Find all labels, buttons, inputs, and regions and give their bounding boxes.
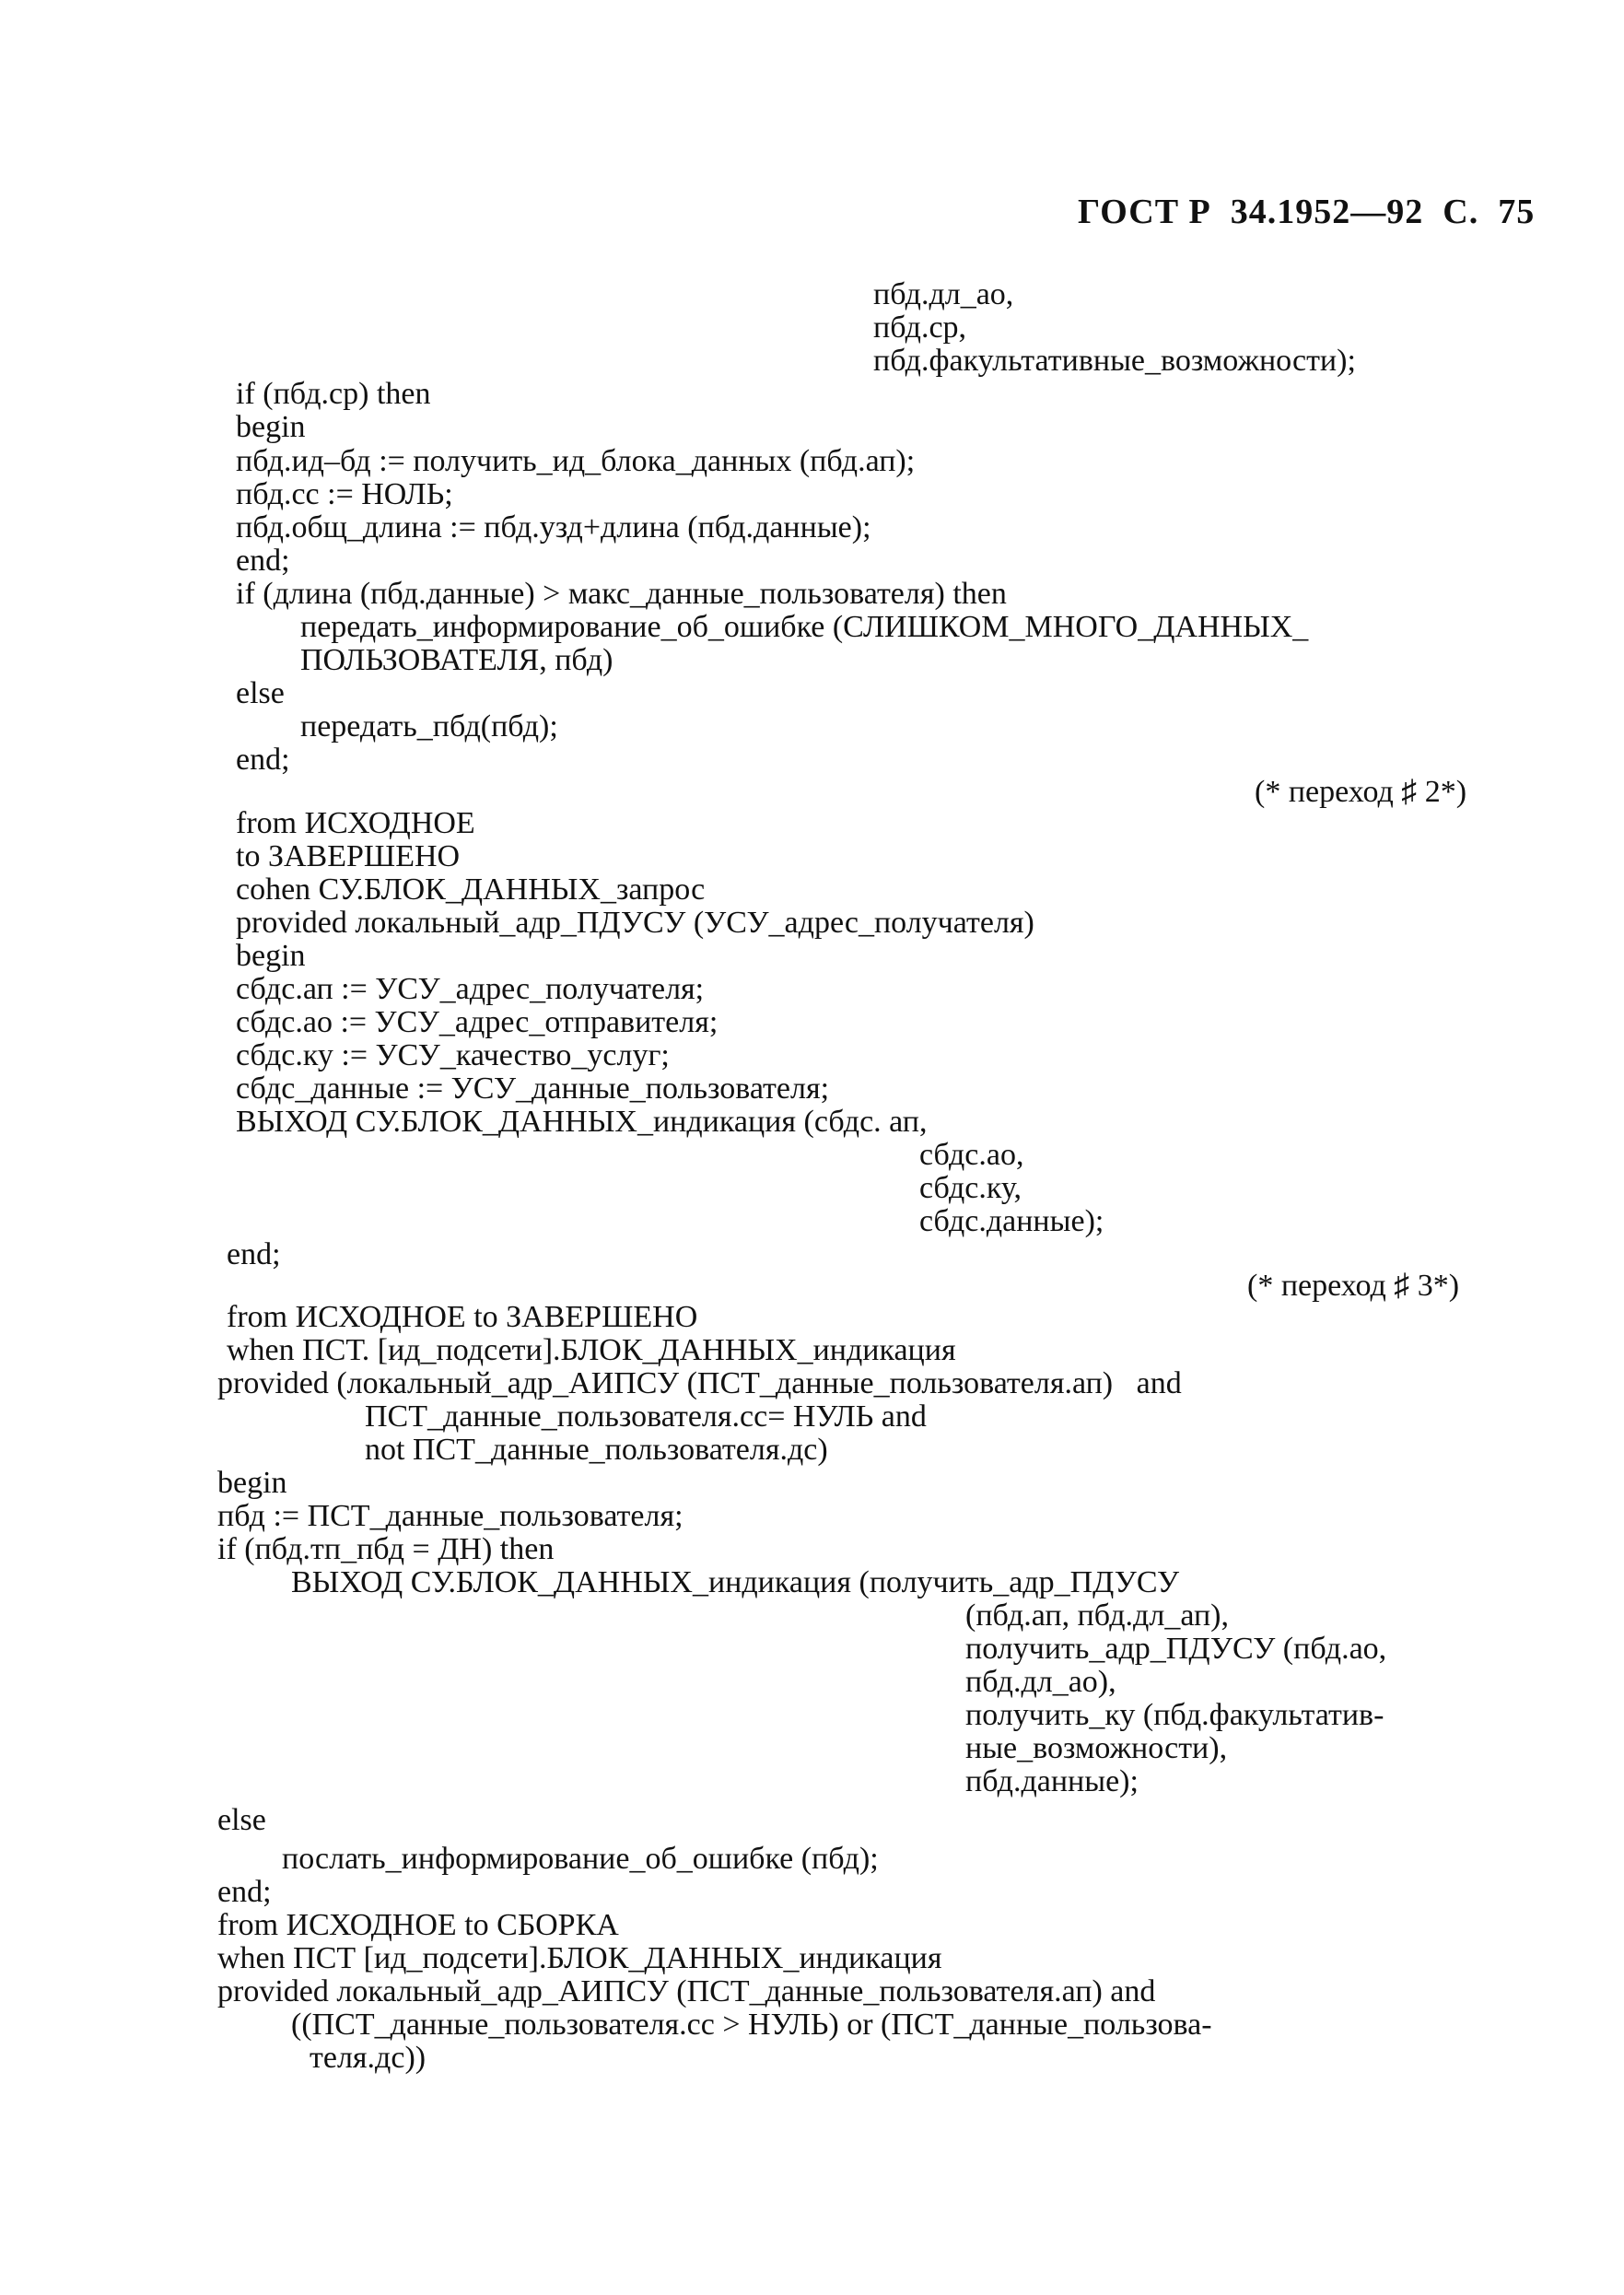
code-line: пбд.общ_длина := пбд.узд+длина (пбд.данные);: [236, 510, 871, 544]
code-line: сбдс.ао := УСУ_адрес_отправителя;: [236, 1005, 719, 1039]
code-line: пбд.данные);: [965, 1764, 1139, 1798]
code-line: to ЗАВЕРШЕНО: [236, 839, 461, 873]
code-line: if (пбд.ср) then: [236, 377, 431, 411]
code-line: передать_информирование_об_ошибке (СЛИШКОМ_МНОГО_ДАННЫХ_: [300, 610, 1309, 644]
code-line: end;: [217, 1875, 272, 1909]
code-line: provided (локальный_адр_АИПСУ (ПСТ_данные_пользователя.ап) and: [217, 1366, 1182, 1400]
code-line: сбдс_данные := УСУ_данные_пользователя;: [236, 1071, 830, 1106]
code-line: (* переход ♯ 3*): [1247, 1269, 1460, 1303]
code-line: if (длина (пбд.данные) > макс_данные_пользователя) then: [236, 577, 1007, 611]
code-line: begin: [236, 410, 306, 444]
code-line: пбд := ПСТ_данные_пользователя;: [217, 1499, 683, 1533]
code-line: ПСТ_данные_пользователя.сс= НУЛЬ and: [365, 1399, 927, 1434]
code-line: ВЫХОД СУ.БЛОК_ДАННЫХ_индикация (сбдс. ап,: [236, 1105, 928, 1139]
code-line: получить_адр_ПДУСУ (пбд.ао,: [965, 1632, 1387, 1666]
code-line: else: [217, 1803, 266, 1837]
code-line: сбдс.ап := УСУ_адрес_получателя;: [236, 972, 705, 1006]
code-line: provided локальный_адр_АИПСУ (ПСТ_данные_пользователя.ап) and: [217, 1974, 1156, 2008]
code-line: from ИСХОДНОЕ to ЗАВЕРШЕНО: [227, 1300, 698, 1334]
code-line: when ПСТ [ид_подсети].БЛОК_ДАННЫХ_индикация: [217, 1941, 942, 1975]
code-line: (* переход ♯ 2*): [1255, 775, 1467, 809]
code-line: сбдс.ку,: [919, 1171, 1022, 1205]
code-line: ВЫХОД СУ.БЛОК_ДАННЫХ_индикация (получить_адр_ПДУСУ: [291, 1565, 1180, 1599]
page-header: ГОСТ Р 34.1952—92 С. 75: [1078, 193, 1536, 231]
code-line: begin: [236, 939, 306, 973]
code-line: not ПСТ_данные_пользователя.дс): [365, 1433, 828, 1467]
code-line: пбд.факультативные_возможности);: [873, 344, 1356, 378]
code-line: сбдс.ао,: [919, 1138, 1024, 1172]
code-line: ((ПСТ_данные_пользователя.сс > НУЛЬ) or (ПСТ_данные_пользова-: [291, 2008, 1212, 2042]
code-line: получить_ку (пбд.факультатив-: [965, 1698, 1384, 1732]
code-line: ПОЛЬЗОВАТЕЛЯ, пбд): [300, 643, 613, 677]
code-line: послать_информирование_об_ошибке (пбд);: [282, 1842, 879, 1876]
code-line: (пбд.ап, пбд.дл_ап),: [965, 1598, 1229, 1633]
code-line: end;: [236, 743, 290, 777]
code-line: пбд.ид–бд := получить_ид_блока_данных (пбд.ап);: [236, 444, 916, 478]
code-line: begin: [217, 1466, 287, 1500]
code-line: передать_пбд(пбд);: [300, 709, 558, 744]
code-line: cohen СУ.БЛОК_ДАННЫХ_запрос: [236, 872, 706, 907]
code-line: пбд.дл_ао),: [965, 1665, 1116, 1699]
code-line: сбдс.данные);: [919, 1204, 1104, 1238]
code-line: пбд.дл_ао,: [873, 277, 1014, 311]
code-line: сбдс.ку := УСУ_качество_услуг;: [236, 1038, 670, 1072]
code-line: from ИСХОДНОЕ: [236, 806, 475, 840]
code-line: ные_возможности),: [965, 1731, 1228, 1765]
code-line: if (пбд.тп_пбд = ДН) then: [217, 1532, 555, 1566]
code-line: пбд.ср,: [873, 310, 967, 345]
code-line: provided локальный_адр_ПДУСУ (УСУ_адрес_получателя): [236, 906, 1034, 940]
code-line: when ПСТ. [ид_подсети].БЛОК_ДАННЫХ_индикация: [227, 1333, 956, 1367]
code-line: from ИСХОДНОЕ to СБОРКА: [217, 1908, 619, 1942]
code-line: теля.дс)): [310, 2041, 426, 2075]
code-line: end;: [236, 544, 290, 578]
code-line: else: [236, 676, 285, 710]
code-line: пбд.сс := НОЛЬ;: [236, 477, 453, 511]
code-line: end;: [227, 1237, 281, 1271]
